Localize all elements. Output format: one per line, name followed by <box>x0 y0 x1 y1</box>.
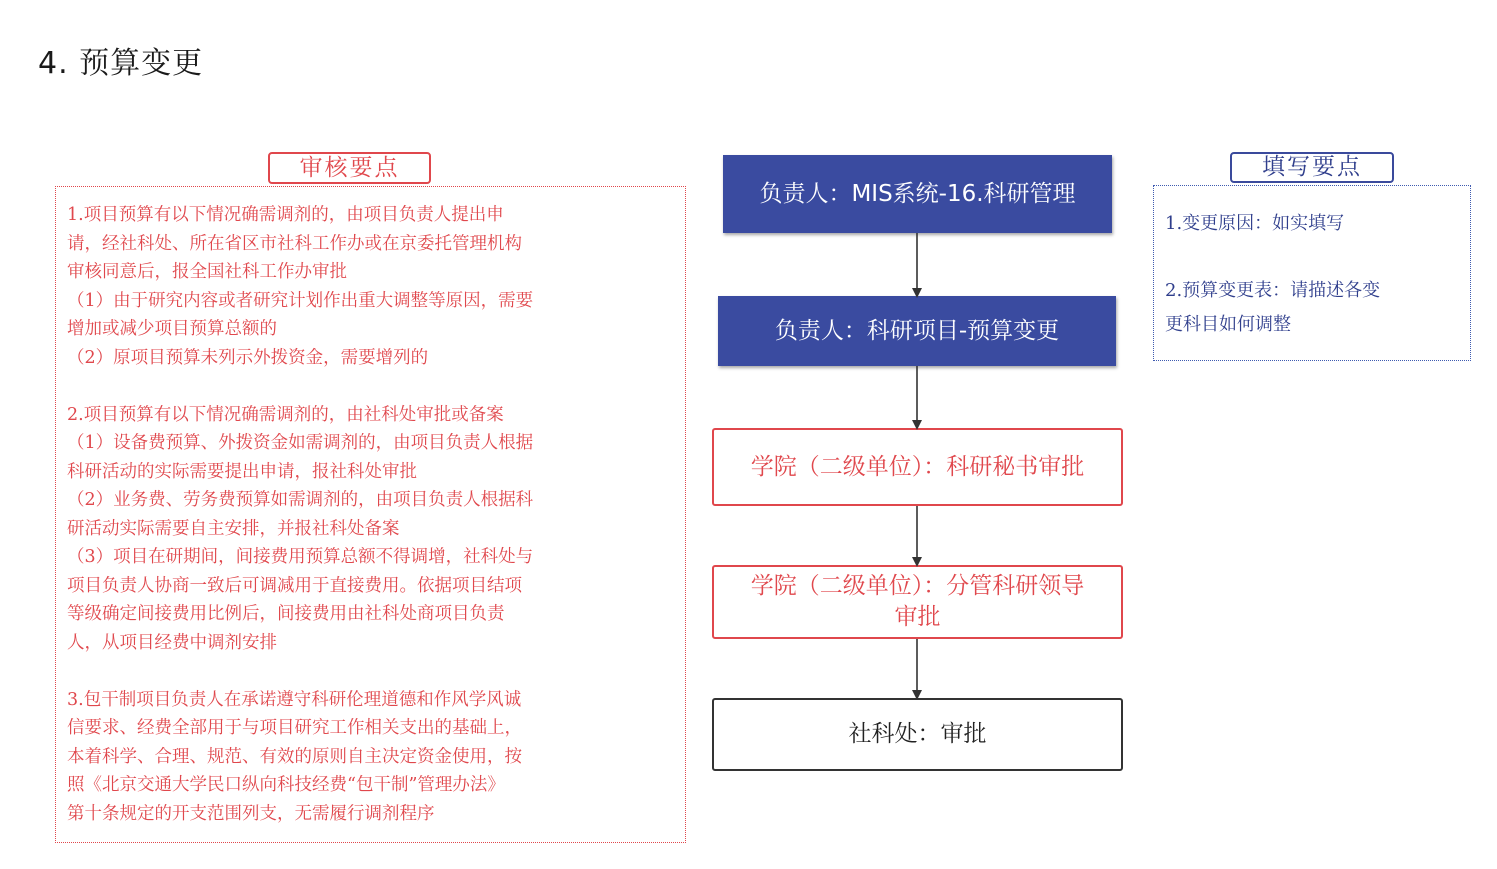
flow-node-label: 审批 <box>894 604 941 630</box>
review-line: （2）原项目预算未列示外拨资金，需要增列的 <box>67 347 429 368</box>
review-paragraph <box>67 201 679 372</box>
flow-node-leader-approval <box>712 565 1123 639</box>
page-title: 4. 预算变更 <box>38 46 204 81</box>
review-line: 2.项目预算有以下情况确需调剂的，由社科处审批或备案 <box>67 404 504 425</box>
review-points-content <box>67 201 679 828</box>
review-line: 第十条规定的开支范围列支，无需履行调剂程序 <box>67 803 435 824</box>
review-paragraph <box>67 686 679 829</box>
review-line: 增加或减少项目预算总额的 <box>67 319 277 339</box>
review-line: （3）项目在研期间，间接费用预算总额不得调增，社科处与 <box>67 547 534 567</box>
flow-node-label: 学院（二级单位）：分管科研领导 <box>750 573 1085 599</box>
review-line: （1）由于研究内容或者研究计划作出重大调整等原因，需要 <box>67 290 534 311</box>
flow-node-label: 学院（二级单位）：科研秘书审批 <box>750 453 1085 480</box>
review-line: 请，经社科处、所在省区市社科工作办或在京委托管理机构 <box>67 233 522 254</box>
review-line: 1.项目预算有以下情况确需调剂的，由项目负责人提出申 <box>67 205 504 225</box>
fill-points-tag: 填写要点 <box>1230 152 1394 183</box>
review-points-tag: 审核要点 <box>268 152 431 184</box>
review-line: 本着科学、合理、规范、有效的原则自主决定资金使用，按 <box>67 746 522 767</box>
flow-node-secretary-approval <box>712 428 1123 506</box>
review-line: （1）设备费预算、外拨资金如需调剂的，由项目负责人根据 <box>67 433 534 453</box>
review-line: 研活动实际需要自主安排，并报社科处备案 <box>67 518 400 539</box>
review-line: 等级确定间接费用比例后，间接费用由社科处商项目负责 <box>67 604 505 624</box>
review-line: 3.包干制项目负责人在承诺遵守科研伦理道德和作风学风诚 <box>67 689 522 710</box>
flow-node-social-science-office <box>712 698 1123 771</box>
fill-point-line: 1.变更原因：如实填写 <box>1165 213 1345 234</box>
review-line: 信要求、经费全部用于与项目研究工作相关支出的基础上， <box>67 718 522 738</box>
review-line: 审核同意后，报全国社科工作办审批 <box>67 262 347 282</box>
review-line: 项目负责人协商一致后可调减用于直接费用。依据项目结项 <box>67 575 522 596</box>
flow-node-label: 负责人：科研项目-预算变更 <box>774 317 1060 344</box>
review-line: （2）业务费、劳务费预算如需调剂的，由项目负责人根据科 <box>67 490 534 510</box>
fill-points-content <box>1165 207 1465 342</box>
flow-node-mis-system <box>723 155 1112 233</box>
fill-point-line: 更科目如何调整 <box>1165 314 1291 335</box>
flow-node-label: 负责人：MIS系统-16.科研管理 <box>759 180 1076 207</box>
fill-point-item <box>1165 274 1465 342</box>
fill-point-item <box>1165 207 1465 241</box>
review-line: 照《北京交通大学民口纵向科技经费“包干制”管理办法》 <box>67 775 505 795</box>
flow-node-budget-change <box>718 296 1116 366</box>
flow-node-label: 社科处：审批 <box>848 721 987 747</box>
fill-point-line: 2.预算变更表：请描述各变 <box>1165 280 1381 301</box>
review-line: 科研活动的实际需要提出申请，报社科处审批 <box>67 461 417 482</box>
review-line: 人，从项目经费中调剂安排 <box>67 632 277 653</box>
review-paragraph <box>67 401 679 658</box>
